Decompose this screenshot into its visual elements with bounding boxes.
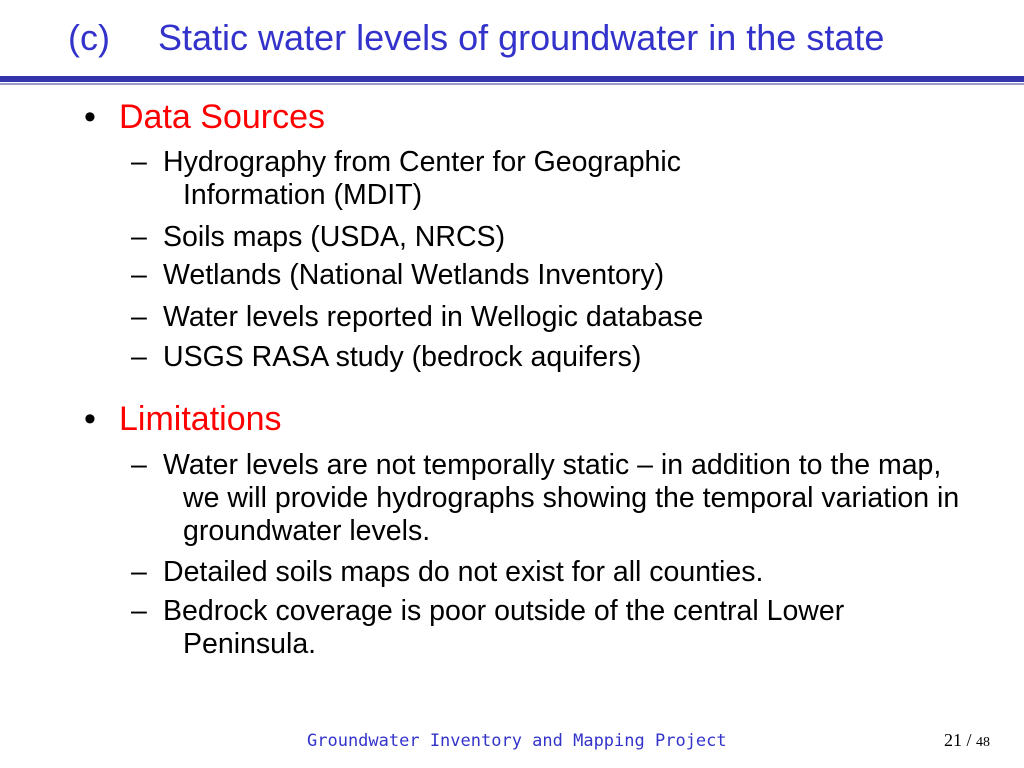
page-current: 21: [944, 730, 962, 750]
title-label: (c): [68, 17, 110, 58]
list-item-text: Bedrock coverage is poor outside of the central Lower Peninsula.: [163, 595, 845, 660]
title-rule-thick: [0, 76, 1024, 82]
heading-text: Limitations: [119, 400, 282, 438]
dash-icon: –: [131, 221, 147, 253]
dash-icon: –: [131, 341, 147, 373]
section-heading-limitations: [84, 399, 282, 439]
list-item-text: Water levels are not temporally static – in addition to the map, we will provide hydrographs showing the temporal variation in groundwater levels.: [163, 449, 960, 547]
page-separator: /: [962, 730, 977, 750]
title-rule-thin: [0, 83, 1024, 85]
dash-icon: –: [131, 595, 147, 627]
list-item-text: Soils maps (USDA, NRCS): [163, 221, 506, 253]
list-item-text: Water levels reported in Wellogic database: [163, 301, 704, 333]
dash-icon: –: [131, 301, 147, 333]
list-item-text: Hydrography from Center for Geographic Information (MDIT): [163, 146, 681, 211]
dash-icon: –: [131, 259, 147, 291]
bullet-icon: •: [84, 98, 96, 136]
page-total: 48: [976, 735, 991, 750]
list-item-text: USGS RASA study (bedrock aquifers): [163, 341, 642, 373]
list-item-text: Wetlands (National Wetlands Inventory): [163, 259, 665, 291]
slide-title: [68, 14, 884, 62]
dash-icon: –: [131, 146, 147, 178]
section-heading-data-sources: [84, 97, 325, 137]
list-item-text: Detailed soils maps do not exist for all counties.: [163, 556, 764, 588]
footer-project-name: Groundwater Inventory and Mapping Project: [307, 731, 727, 751]
page-number: [944, 730, 990, 751]
heading-text: Data Sources: [119, 98, 325, 136]
bullet-icon: •: [84, 400, 96, 438]
dash-icon: –: [131, 449, 147, 481]
dash-icon: –: [131, 556, 147, 588]
title-text: Static water levels of groundwater in the state: [158, 17, 885, 58]
